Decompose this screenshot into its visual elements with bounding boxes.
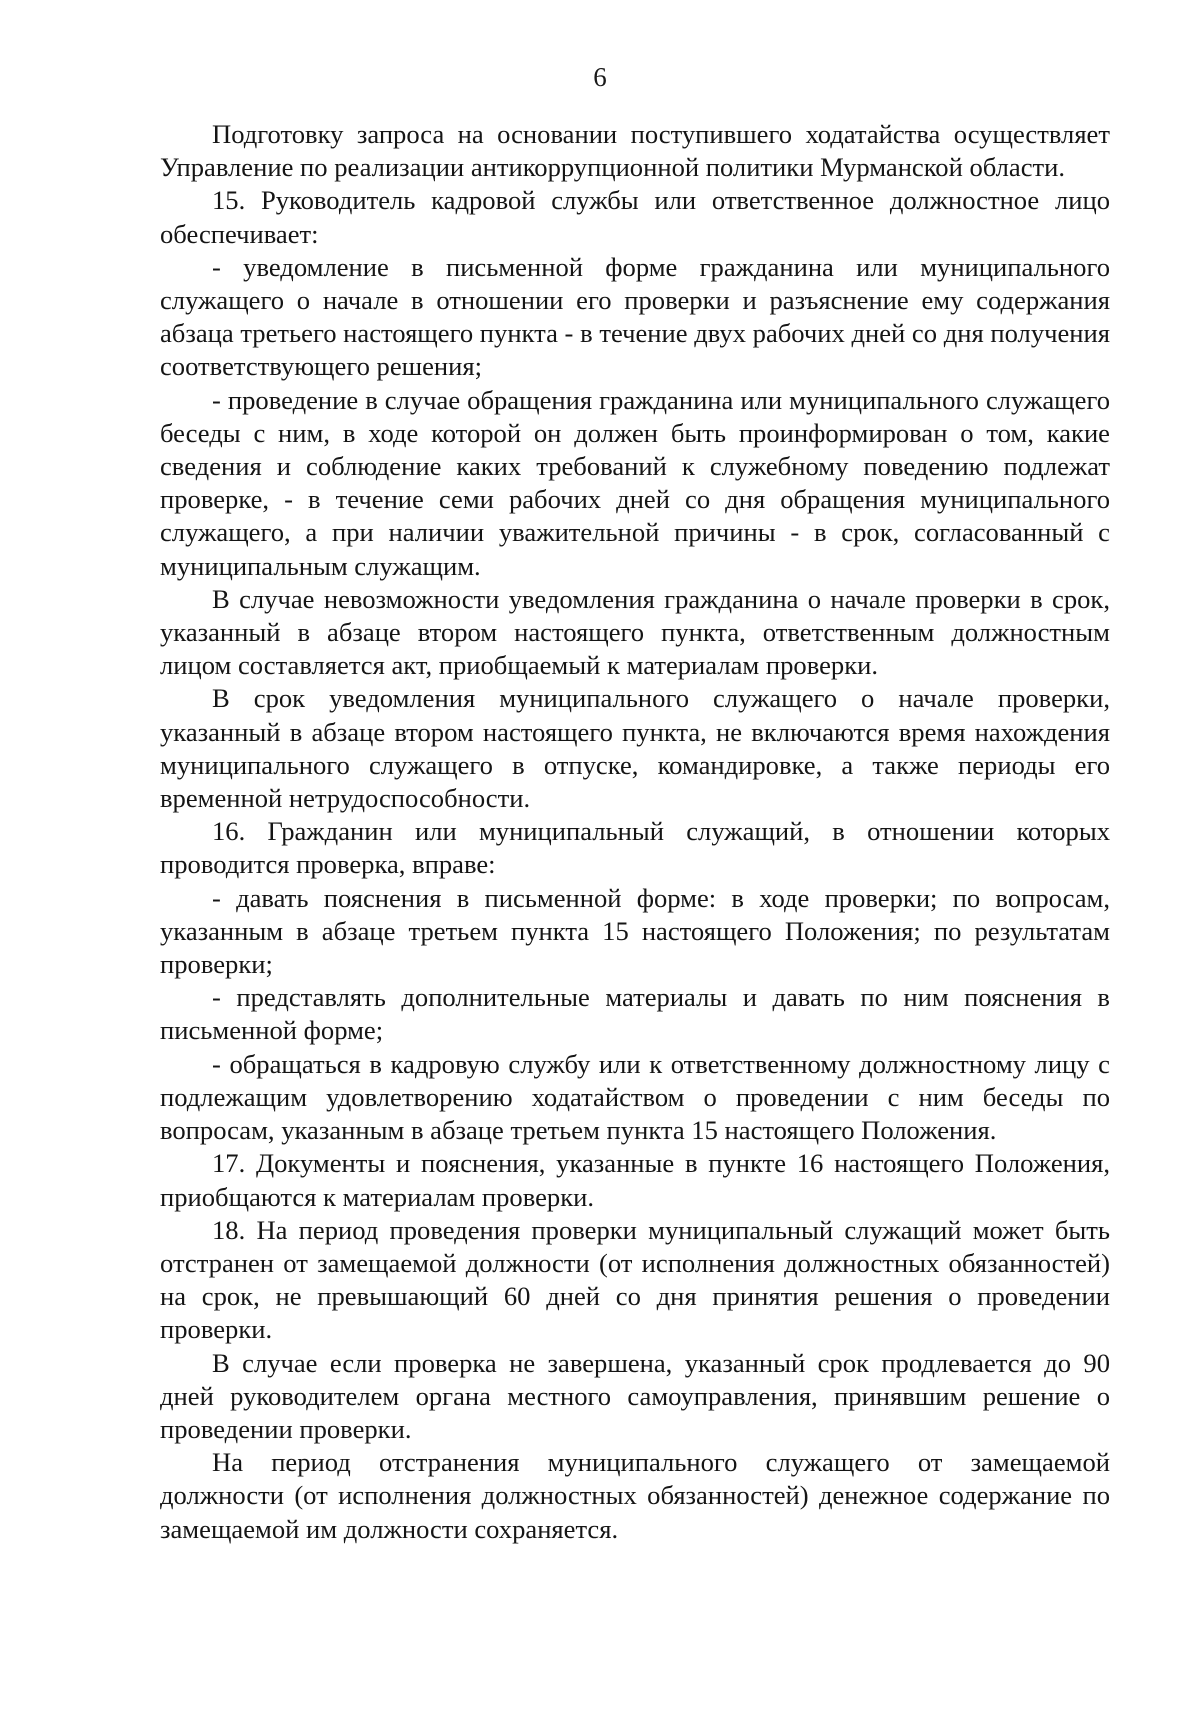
paragraph: - уведомление в письменной форме гражданина или муниципального служащего о начале в отношении его проверки и разъяснение ему содержания абзаца третьего настоящего пункта - в течение двух рабочих дней со дня получения соответствующего решения;	[160, 251, 1110, 382]
paragraph: - обращаться в кадровую службу или к ответственному должностному лицу с подлежащим удовлетворению ходатайством о проведении с ним беседы по вопросам, указанным в абзаце третьем пункта 15 настоящего Положения.	[160, 1048, 1110, 1146]
paragraph: В случае если проверка не завершена, указанный срок продлевается до 90 дней руководителем органа местного самоуправления, принявшим решение о проведении проверки.	[160, 1347, 1110, 1444]
paragraph: - проведение в случае обращения гражданина или муниципального служащего беседы с ним, в ходе которой он должен быть проинформирован о том, какие сведения и соблюдение каких требований к служебному поведению подлежат проверке, - в течение семи рабочих дней со дня обращения муниципального служащего, а при наличии уважительной причины - в срок, согласованный с муниципальным служащим.	[160, 384, 1110, 581]
document-body	[160, 118, 1110, 1546]
paragraph: Подготовку запроса на основании поступившего ходатайства осуществляет Управление по реализации антикоррупционной политики Мурманской области.	[160, 119, 1110, 183]
page-number: 6	[593, 62, 607, 92]
paragraph: - представлять дополнительные материалы и давать по ним пояснения в письменной форме;	[160, 982, 1110, 1046]
paragraph: В случае невозможности уведомления гражданина о начале проверки в срок, указанный в абзаце втором настоящего пункта, ответственным должностным лицом составляется акт, приобщаемый к материалам проверки.	[160, 583, 1110, 681]
paragraph: 18. На период проведения проверки муниципальный служащий может быть отстранен от замещаемой должности (от исполнения должностных обязанностей) на срок, не превышающий 60 дней со дня принятия решения о проведении проверки.	[160, 1214, 1110, 1345]
paragraph: На период отстранения муниципального служащего от замещаемой должности (от исполнения должностных обязанностей) денежное содержание по замещаемой им должности сохраняется.	[160, 1447, 1110, 1544]
paragraph: 17. Документы и пояснения, указанные в пункте 16 настоящего Положения, приобщаются к материалам проверки.	[160, 1148, 1110, 1212]
paragraph: 16. Гражданин или муниципальный служащий, в отношении которых проводится проверка, вправе:	[160, 816, 1110, 880]
paragraph: - давать пояснения в письменной форме: в ходе проверки; по вопросам, указанным в абзаце третьем пункта 15 настоящего Положения; по результатам проверки;	[160, 882, 1110, 980]
paragraph: 15. Руководитель кадровой службы или ответственное должностное лицо обеспечивает:	[160, 185, 1110, 249]
paragraph: В срок уведомления муниципального служащего о начале проверки, указанный в абзаце втором настоящего пункта, не включаются время нахождения муниципального служащего в отпуске, командировке, а также периоды его временной нетрудоспособности.	[160, 683, 1110, 814]
